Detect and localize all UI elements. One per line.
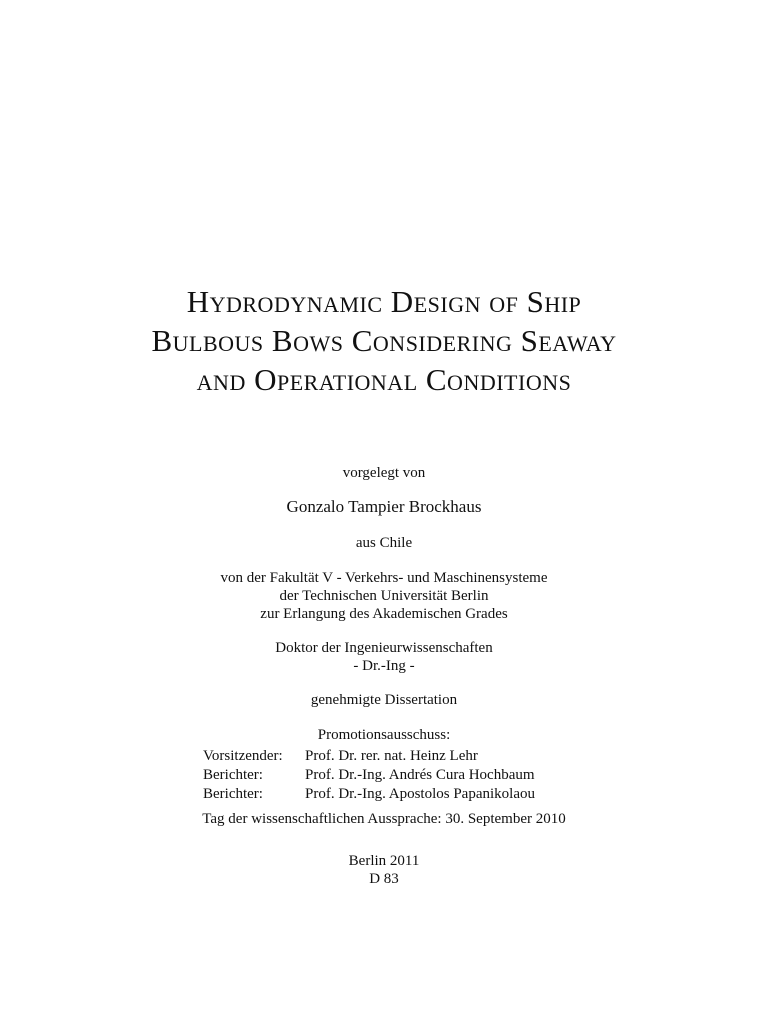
committee-row <box>203 785 535 804</box>
committee-member: Prof. Dr.-Ing. Apostolos Papanikolaou <box>305 786 535 802</box>
title-line: Bulbous Bows Considering Seaway <box>151 323 617 358</box>
faculty-line: zur Erlangung des Akademischen Grades <box>260 606 508 622</box>
committee-role: Vorsitzender: <box>203 748 283 764</box>
faculty-line: von der Fakultät V - Verkehrs- und Maschinensysteme <box>220 570 548 586</box>
committee-role: Berichter: <box>203 767 263 783</box>
committee-role: Berichter: <box>203 786 263 802</box>
place-year: Berlin 2011 <box>348 853 420 869</box>
committee-table <box>203 747 535 804</box>
title-line: and Operational Conditions <box>196 362 572 397</box>
series-code: D 83 <box>369 871 399 887</box>
author-origin: aus Chile <box>355 535 413 551</box>
approval-statement: genehmigte Dissertation <box>310 692 458 708</box>
faculty-line: der Technischen Universität Berlin <box>279 588 489 604</box>
committee-member: Prof. Dr.-Ing. Andrés Cura Hochbaum <box>305 767 535 783</box>
defense-date: Tag der wissenschaftlichen Aussprache: 30. September 2010 <box>202 811 566 827</box>
degree-abbreviation: - Dr.-Ing - <box>353 658 415 674</box>
degree-name: Doktor der Ingenieurwissenschaften <box>275 640 493 656</box>
author-name: Gonzalo Tampier Brockhaus <box>286 497 482 516</box>
committee-row <box>203 766 535 785</box>
thesis-title <box>40 282 728 399</box>
committee-member: Prof. Dr. rer. nat. Heinz Lehr <box>305 748 478 764</box>
title-line: Hydrodynamic Design of Ship <box>186 284 582 319</box>
committee-row <box>203 747 535 766</box>
presented-by-label: vorgelegt von <box>342 465 426 481</box>
committee-heading: Promotionsausschuss: <box>317 727 451 743</box>
